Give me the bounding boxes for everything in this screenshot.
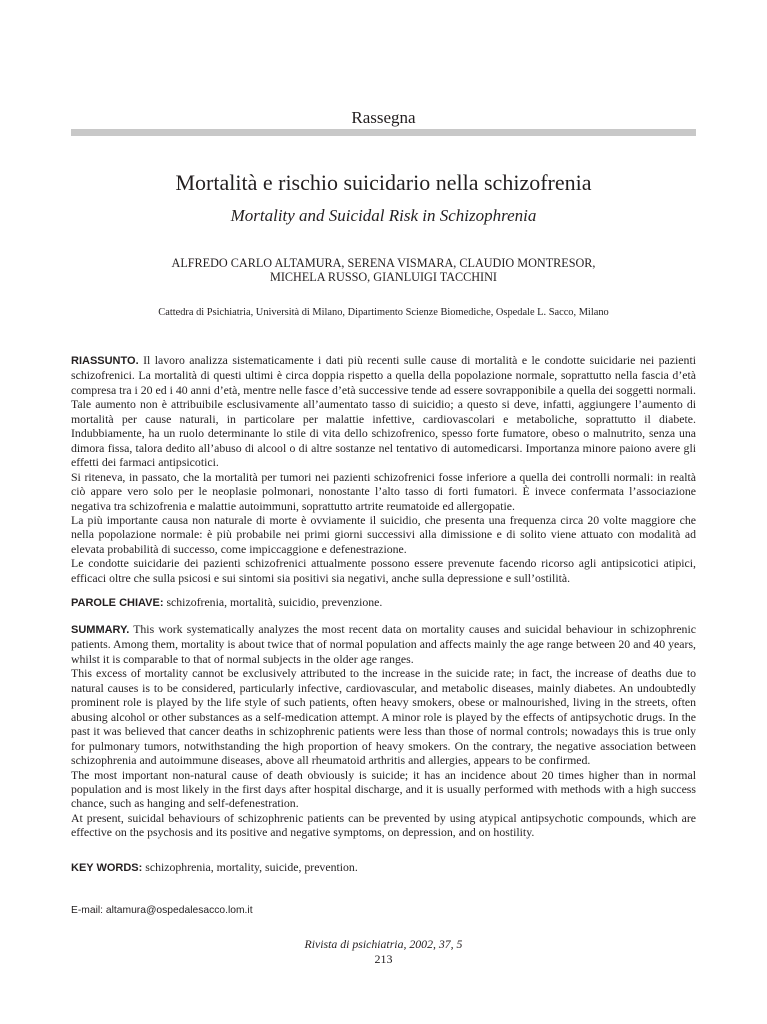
authors-line-2: MICHELA RUSSO, GIANLUIGI TACCHINI (270, 270, 497, 284)
riassunto-paragraph-2: Si riteneva, in passato, che la mortalità per tumori nei pazienti schizofrenici fosse inferiore a quella dei controlli normali: in realtà ciò appare vero solo per le neoplasie polmonari, nonostante l’alto tasso di forti fumatori. È invece confermata l’associazione negativa tra schizofrenia e malattie autoimmuni, soprattutto artrite reumatoide ed allergopatie. (71, 469, 696, 513)
parole-chiave-section (71, 595, 696, 610)
header-rule (71, 129, 696, 136)
riassunto-paragraph-3: La più importante causa non naturale di morte è ovviamente il suicidio, che presenta una frequenza circa 20 volte maggiore che nella popolazione normale: è più probabile nei primi giorni successivi alla dimissione e di solito viene attuato con modalità ad elevata probabilità di successo, come impiccaggione e defenestrazione. (71, 512, 696, 556)
article-title-italian: Mortalità e rischio suicidario nella schizofrenia (175, 170, 592, 195)
riassunto-text-1: Il lavoro analizza sistematicamente i dati più recenti sulle cause di mortalità e le condotte suicidarie nei pazienti schizofrenici. La mortalità di questi ultimi è circa doppia rispetto a quella della popolazione normale, soprattutto nella fascia d’età compresa tra i 20 ed i 40 anni d’età, mentre nelle fasce d’età successive tende ad essere sovrapponibile a quella dei soggetti normali. Tale aumento non è attribuibile esclusivamente all’aumentato tasso di suicidio; a questo si deve, infatti, aggiungere l’aumento di mortalità per cause naturali, in particolare per malattie infettive, cardiovascolari e metaboliche, soprattutto il diabete. Indubbiamente, ha un ruolo determinante lo stile di vita dello schizofrenico, spesso forte fumatore, obeso o malnutrito, senza una dimora fissa, talora dedito all’abuso di alcool o di altre sostanze nel tentativo di automedicarsi. Importanza minore paiono avere gli effetti dei farmaci antipsicotici. (71, 353, 696, 470)
summary-section (71, 622, 696, 840)
parole-chiave-label: PAROLE CHIAVE: (71, 597, 164, 609)
summary-text-1: This work systematically analyzes the most recent data on mortality causes and suicidal behaviour in schizophrenic patients. Among them, mortality is about twice that of normal population and affects mainly the age range between 20 and 40 years, whilst it is comparable to that of normal subjects in the older age ranges. (71, 622, 696, 666)
journal-citation: Rivista di psichiatria, 2002, 37, 5 (304, 937, 463, 951)
summary-paragraph-4: At present, suicidal behaviours of schizophrenic patients can be prevented by using atypical antipsychotic compounds, which are effective on the psychosis and its positive and negative symptoms, on depression, and on hostility. (71, 810, 696, 840)
affiliation: Cattedra di Psichiatria, Università di Milano, Dipartimento Scienze Biomediche, Ospedale L. Sacco, Milano (158, 307, 609, 318)
page-number: 213 (374, 952, 393, 966)
key-words-label: KEY WORDS: (71, 862, 143, 874)
riassunto-paragraph-4: Le condotte suicidarie dei pazienti schizofrenici attualmente possono essere prevenute facendo ricorso agli antipsicotici atipici, efficaci oltre che sulla psicosi e sui sintomi sia positivi sia negativi, anche sulla depressione e sull’ostilità. (71, 556, 696, 585)
summary-paragraph-3: The most important non-natural cause of death obviously is suicide; it has an incidence about 20 times higher than in normal population and is most likely in the first days after hospital discharge, and it is usually performed with methods with a high success chance, such as hanging and self-defenestration. (71, 767, 696, 811)
summary-paragraph-2: This excess of mortality cannot be exclusively attributed to the increase in the suicide rate; in fact, the increase of deaths due to natural causes is to be considered, particularly infective, cardiovascular, and metabolic diseases, mainly diabetes. An undoubtedly prominent role is played by the life style of such patients, often heavy smokers, obese or malnourished, living in the streets, often abusing alcohol or other substances as a self-medication attempt. A minor role is played by the effects of antipsychotic drugs. In the past it was believed that cancer deaths in schizophrenic patients were less than those of normal controls; nowadays this is true only for pulmonary tumors, notwithstanding the high proportion of heavy smokers. On the contrary, the negative association between schizophrenia and autoimmune diseases, above all rheumatoid arthritis and allergies, appears to be confirmed. (71, 666, 696, 768)
riassunto-paragraph-1 (71, 353, 696, 470)
article-title-english: Mortality and Suicidal Risk in Schizophrenia (230, 206, 537, 225)
section-heading: Rassegna (351, 108, 416, 127)
key-words-text: schizophrenia, mortality, suicide, prevention. (145, 860, 358, 874)
parole-chiave-text: schizofrenia, mortalità, suicidio, prevenzione. (166, 595, 383, 609)
contact-email: E-mail: altamura@ospedalesacco.lom.it (71, 905, 253, 916)
authors-line-1: ALFREDO CARLO ALTAMURA, SERENA VISMARA, CLAUDIO MONTRESOR, (171, 256, 596, 270)
summary-paragraph-1 (71, 622, 696, 666)
riassunto-section (71, 353, 696, 585)
riassunto-label: RIASSUNTO. (71, 355, 139, 367)
key-words-section (71, 860, 696, 875)
summary-label: SUMMARY. (71, 624, 130, 636)
author-list (0, 256, 767, 284)
